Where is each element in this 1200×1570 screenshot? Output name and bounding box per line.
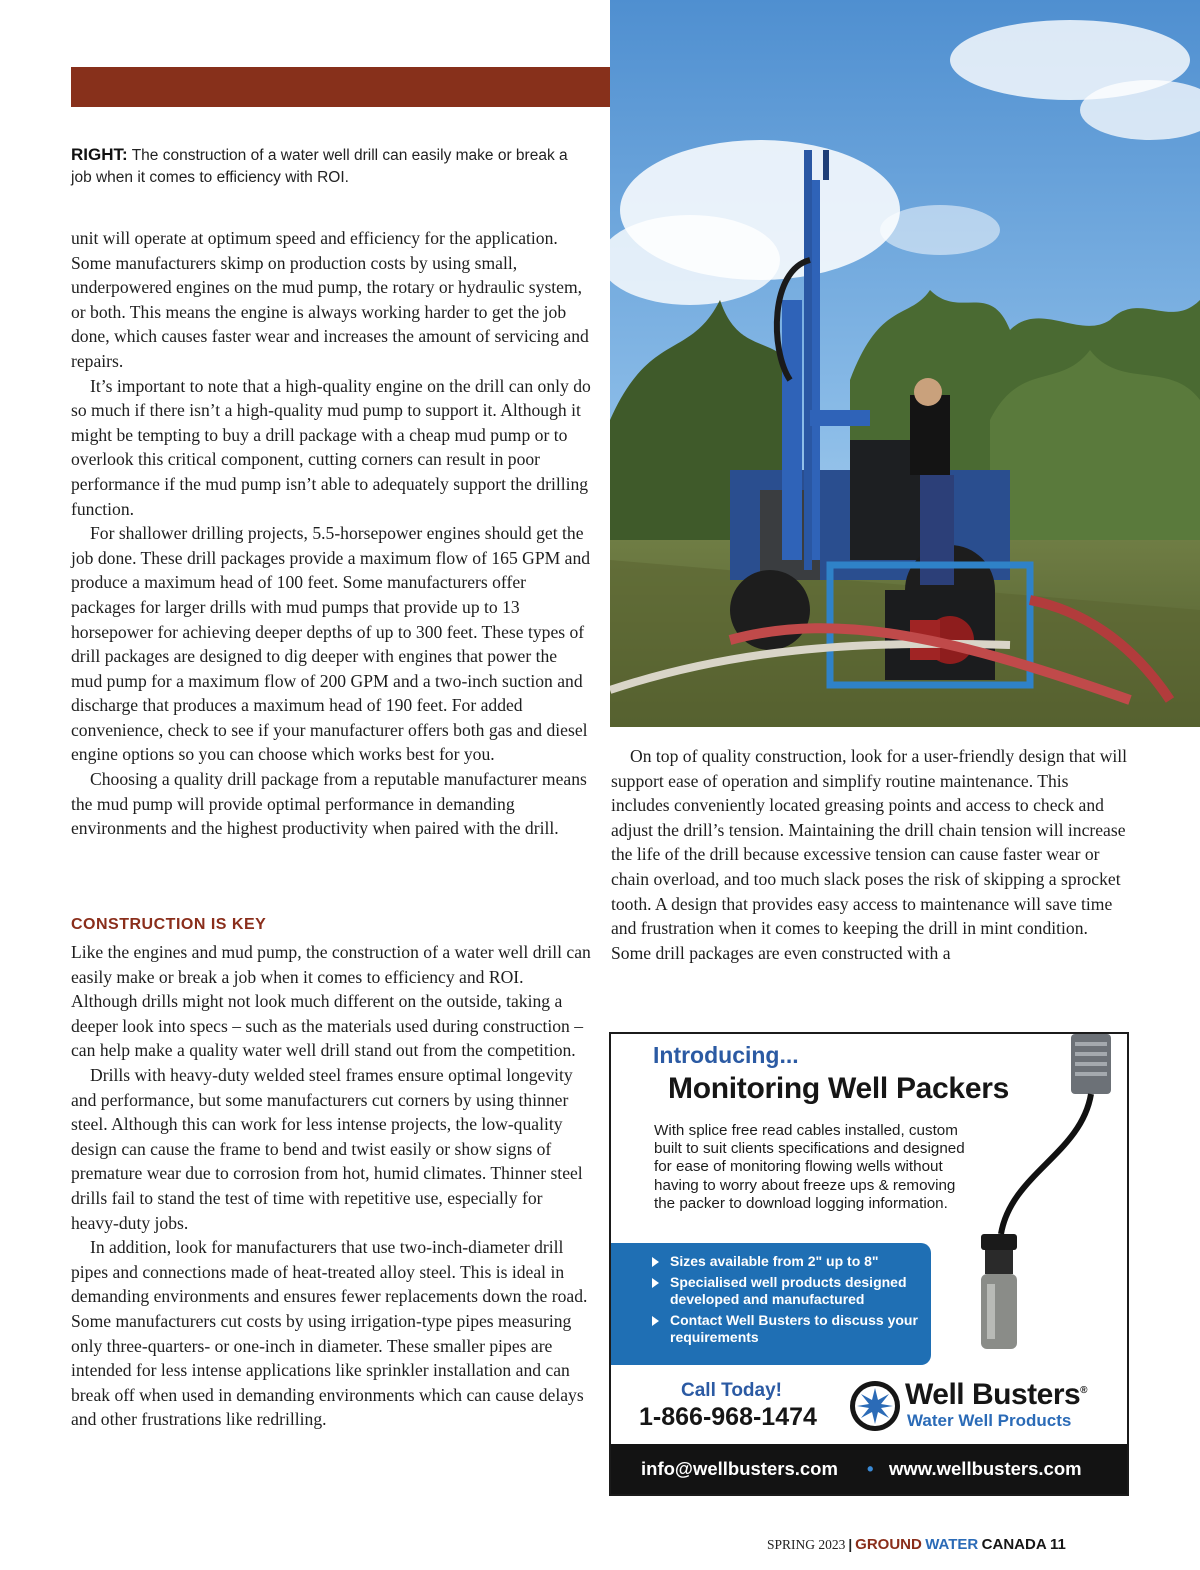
- ad-feature-item: Specialised well products designed developed and manufactured: [652, 1274, 931, 1309]
- ad-intro: Introducing...: [653, 1042, 799, 1068]
- ad-phone-number[interactable]: 1-866-968-1474: [639, 1403, 817, 1431]
- paragraph: Like the engines and mud pump, the construction of a water well drill can easily make or break a job when it comes to efficiency and ROI. Although drills might not look much different on the outside, taking a deeper look into specs – such as the materials used during construction – can help make a quality water well drill stand out from the competition.: [71, 942, 591, 1061]
- brand-tagline: Water Well Products: [907, 1411, 1072, 1430]
- header-accent-bar: [71, 67, 610, 107]
- footer-separator: •: [867, 1458, 874, 1479]
- caption-text: The construction of a water well drill can easily make or break a job when it comes to efficiency with ROI.: [71, 147, 568, 186]
- ad-description: With splice free read cables installed, custom built to suit clients specifications and designed for ease of monitoring flowing wells without having to worry about freeze ups & removing the packer to download logging information.: [654, 1122, 965, 1212]
- paragraph: Drills with heavy-duty welded steel frames ensure optimal longevity and performance, but some manufacturers cut corners by using thinner steel. Although this can work for less intense projects, the low-quality design can cause the frame to bend and twist easily or show signs of premature wear due to corrosion from hot, humid climates. Thinner steel drills fail to stand the test of time with repetitive use, especially for heavy-duty jobs.: [71, 1064, 583, 1233]
- page-number: 11: [1050, 1536, 1066, 1553]
- ad-email-link[interactable]: info@wellbusters.com: [641, 1458, 838, 1479]
- article-column-left-top: [71, 226, 591, 841]
- paragraph: It’s important to note that a high-quality engine on the drill can only do so much if there isn’t a high-quality mud pump to support it. Although it might be tempting to buy a drill package with a cheap mud pump or to overlook this critical component, cutting corners can result in poor performance if the mud pump isn’t able to adequately support the drilling function.: [71, 375, 591, 519]
- advertisement-well-busters[interactable]: [609, 1032, 1129, 1496]
- ad-features-box: [611, 1243, 931, 1365]
- paragraph: unit will operate at optimum speed and efficiency for the application. Some manufacturers skimp on production costs by using small, underpowered engines on the mud pump, the rotary or hydraulic system, or both. This means the engine is always working harder to get the job done, which causes faster wear and increases the amount of servicing and repairs.: [71, 228, 589, 371]
- ad-feature-item: Sizes available from 2" up to 8": [652, 1253, 931, 1271]
- magazine-name-ground: GROUND: [855, 1536, 922, 1553]
- article-column-right: [611, 744, 1131, 965]
- paragraph: Choosing a quality drill package from a reputable manufacturer means the mud pump will provide optimal performance in demanding environments and the highest productivity when paired with the drill.: [71, 769, 587, 839]
- section-heading: CONSTRUCTION IS KEY: [71, 916, 267, 933]
- drill-rig-photo: [610, 0, 1200, 727]
- ad-contact-footer: [611, 1444, 1127, 1494]
- ad-website-link[interactable]: www.wellbusters.com: [889, 1458, 1082, 1479]
- folio-divider: |: [848, 1537, 853, 1552]
- paragraph: On top of quality construction, look for a user-friendly design that will support ease of operation and simplify routine maintenance. This includes conveniently located greasing points and access to check and adjust the drill’s tension. Maintaining the drill chain tension will increase the life of the drill because excessive tension can cause faster wear or chain overload, and too much slack poses the risk of skipping a sprocket tooth. A design that provides easy access to maintenance will save time and frustration when it comes to keeping the drill in mint condition. Some drill packages are even constructed with a: [611, 746, 1128, 963]
- paragraph: In addition, look for manufacturers that use two-inch-diameter drill pipes and connections made of heat-treated alloy steel. This is ideal in demanding environments and ensures fewer replacements down the road. Some manufacturers cut costs by using irrigation-type pipes measuring only three-quarters- or one-inch in diameter. These smaller pipes are intended for less intense applications like sprinkler installation and can break off when used in demanding environments which can cause delays and other frustrations like redrilling.: [71, 1237, 588, 1430]
- arrow-right-icon: [652, 1257, 659, 1267]
- magazine-name-canada: CANADA: [981, 1536, 1047, 1553]
- page-folio: [767, 1536, 1066, 1553]
- wellbusters-burst-icon: [849, 1380, 901, 1432]
- issue-season: SPRING 2023: [767, 1537, 846, 1552]
- photo-caption: [71, 144, 591, 189]
- ad-feature-item: Contact Well Busters to discuss your requirements: [652, 1312, 931, 1347]
- caption-label: RIGHT:: [71, 145, 128, 164]
- paragraph: For shallower drilling projects, 5.5-horsepower engines should get the job done. These drill packages provide a maximum flow of 165 GPM and produce a maximum head of 100 feet. Some manufacturers offer packages for larger drills with mud pumps that provide up to 13 horsepower for achieving deeper depths of up to 300 feet. These types of drill packages are designed to dig deeper with engines that power the mud pump for a maximum flow of 200 GPM and a two-inch suction and discharge that produces a maximum head of 190 feet. For added convenience, check to see if your manufacturer offers both gas and diesel engine options so you can choose which works best for you.: [71, 523, 591, 765]
- well-busters-logo: [849, 1378, 1115, 1434]
- arrow-right-icon: [652, 1278, 659, 1288]
- ad-headline: Monitoring Well Packers: [668, 1072, 1009, 1105]
- packer-product-image: [951, 1034, 1127, 1364]
- ad-call-today: Call Today!: [681, 1380, 782, 1401]
- article-column-left-bottom: [71, 940, 591, 1432]
- brand-name: Well Busters®: [905, 1378, 1088, 1411]
- magazine-name-water: WATER: [925, 1536, 979, 1553]
- arrow-right-icon: [652, 1316, 659, 1326]
